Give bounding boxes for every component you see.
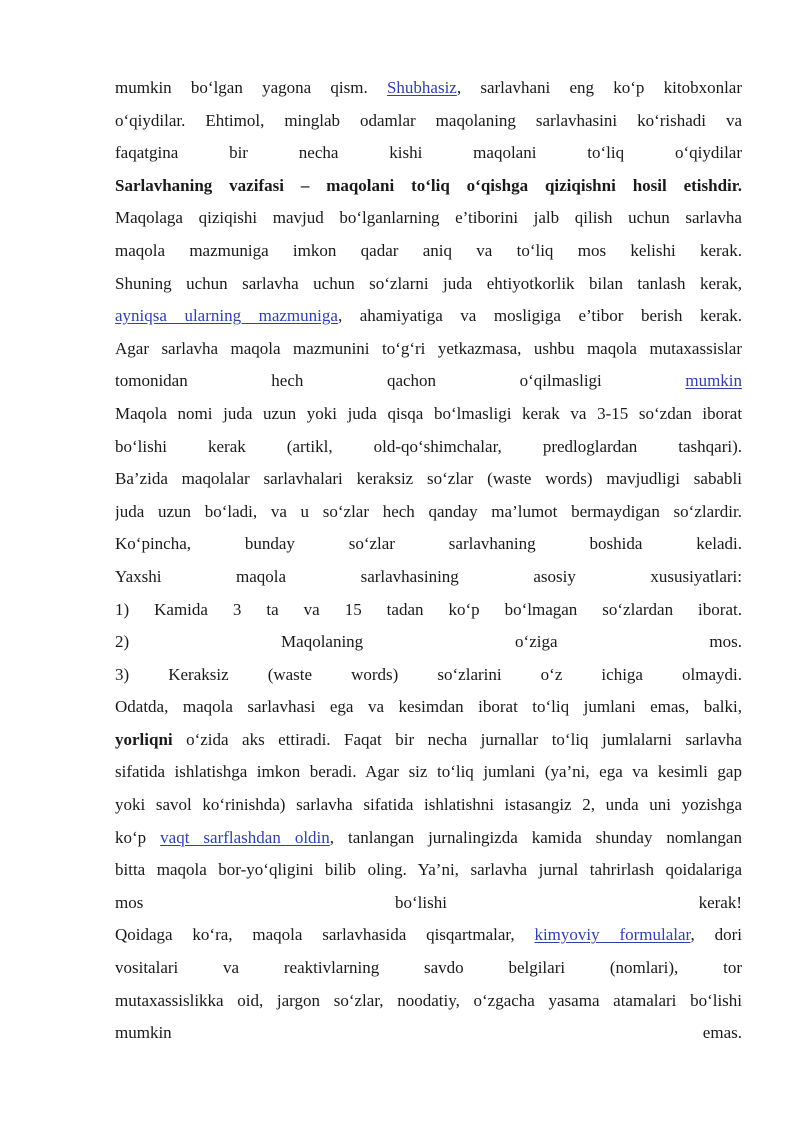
text-line: Ba’zida maqolalar sarlavhalari keraksiz so‘zlar (waste words) mavjudligi sababli bbox=[115, 469, 742, 489]
bold-term: yorliqni bbox=[115, 729, 173, 749]
text-run: , dori bbox=[690, 925, 742, 945]
text-line: Ko‘pincha, bunday so‘zlar sarlavhaning boshida keladi. bbox=[115, 534, 742, 554]
text-line: mos bo‘lishi kerak! bbox=[115, 892, 742, 912]
text-line: yoki savol ko‘rinishda) sarlavha sifatida ishlatishni istasangiz 2, unda uni yozishga bbox=[115, 795, 742, 815]
text-run: , tanlangan jurnalingizda kamida shunday nomlangan bbox=[329, 827, 742, 847]
document-page bbox=[115, 72, 742, 1050]
text-run: Qoidaga ko‘ra, maqola sarlavhasida qisqartmalar, bbox=[115, 925, 535, 945]
text-line: juda uzun bo‘ladi, va u so‘zlar hech qanday ma’lumot bermaydigan so‘zlardir. bbox=[115, 501, 742, 521]
text-line bbox=[115, 919, 742, 952]
text-line bbox=[115, 72, 742, 105]
list-item: 2) Maqolaning o‘ziga mos. bbox=[115, 632, 742, 652]
link-shubhasiz[interactable]: Shubhasiz bbox=[386, 78, 457, 97]
text-run: mumkin bo‘lgan yagona qism. bbox=[115, 78, 387, 97]
list-item: 1) Kamida 3 ta va 15 tadan ko‘p bo‘lmagan so‘zlardan iborat. bbox=[115, 599, 742, 619]
text-run: , ahamiyatiga va mosligiga e’tibor berish kerak. bbox=[337, 306, 742, 326]
text-line: sifatida ishlatishga imkon beradi. Agar siz to‘liq jumlani (ya’ni, ega va kesimli gap bbox=[115, 762, 742, 782]
bold-statement: Sarlavhaning vazifasi – maqolani to‘liq o‘qishga qiziqishni hosil etishdir. bbox=[115, 175, 742, 195]
text-line bbox=[115, 724, 742, 757]
text-line: mutaxassislikka oid, jargon so‘zlar, noodatiy, o‘zgacha yasama atamalari bo‘lishi bbox=[115, 990, 742, 1010]
text-line: maqola mazmuniga imkon qadar aniq va to‘liq mos kelishi kerak. bbox=[115, 240, 742, 260]
text-run: , sarlavhani eng ko‘p kitobxonlar bbox=[456, 78, 742, 97]
text-line bbox=[115, 365, 742, 398]
text-line: Maqolaga qiziqishi mavjud bo‘lganlarning e’tiborini jalb qilish uchun sarlavha bbox=[115, 208, 742, 228]
text-run: tomonidan hech qachon o‘qilmasligi bbox=[115, 371, 686, 391]
link-vaqt-sarflashdan-oldin[interactable]: vaqt sarflashdan oldin bbox=[160, 827, 330, 847]
text-line bbox=[115, 822, 742, 855]
text-line: bo‘lishi kerak (artikl, old-qo‘shimchalar, predloglardan tashqari). bbox=[115, 436, 742, 456]
link-kimyoviy-formulalar[interactable]: kimyoviy formulalar bbox=[534, 925, 691, 945]
text-line: vositalari va reaktivlarning savdo belgilari (nomlari), tor bbox=[115, 958, 742, 978]
text-line: bitta maqola bor-yo‘qligini bilib oling. Ya’ni, sarlavha jurnal tahrirlash qoidalariga bbox=[115, 860, 742, 880]
text-run: o‘zida aks ettiradi. Faqat bir necha jurnallar to‘liq jumlalarni sarlavha bbox=[172, 729, 742, 749]
features-heading: Yaxshi maqola sarlavhasining asosiy xususiyatlari: bbox=[115, 566, 742, 586]
text-line: mumkin emas. bbox=[115, 1023, 742, 1043]
text-line: o‘qiydilar. Ehtimol, minglab odamlar maqolaning sarlavhasini ko‘rishadi va bbox=[115, 110, 742, 130]
text-line: faqatgina bir necha kishi maqolani to‘liq o‘qiydilar bbox=[115, 143, 742, 163]
link-mumkin[interactable]: mumkin bbox=[685, 371, 742, 391]
link-ayniqsa[interactable]: ayniqsa ularning mazmuniga bbox=[115, 306, 338, 326]
text-line bbox=[115, 300, 742, 333]
text-run: ko‘p bbox=[115, 827, 161, 847]
list-item: 3) Keraksiz (waste words) so‘zlarini o‘z ichiga olmaydi. bbox=[115, 664, 742, 684]
text-line: Shuning uchun sarlavha uchun so‘zlarni juda ehtiyotkorlik bilan tanlash kerak, bbox=[115, 273, 742, 293]
text-line: Maqola nomi juda uzun yoki juda qisqa bo‘lmasligi kerak va 3-15 so‘zdan iborat bbox=[115, 403, 742, 423]
text-line: Odatda, maqola sarlavhasi ega va kesimdan iborat to‘liq jumlani emas, balki, bbox=[115, 697, 742, 717]
text-line: Agar sarlavha maqola mazmunini to‘g‘ri yetkazmasa, ushbu maqola mutaxassislar bbox=[115, 338, 742, 358]
